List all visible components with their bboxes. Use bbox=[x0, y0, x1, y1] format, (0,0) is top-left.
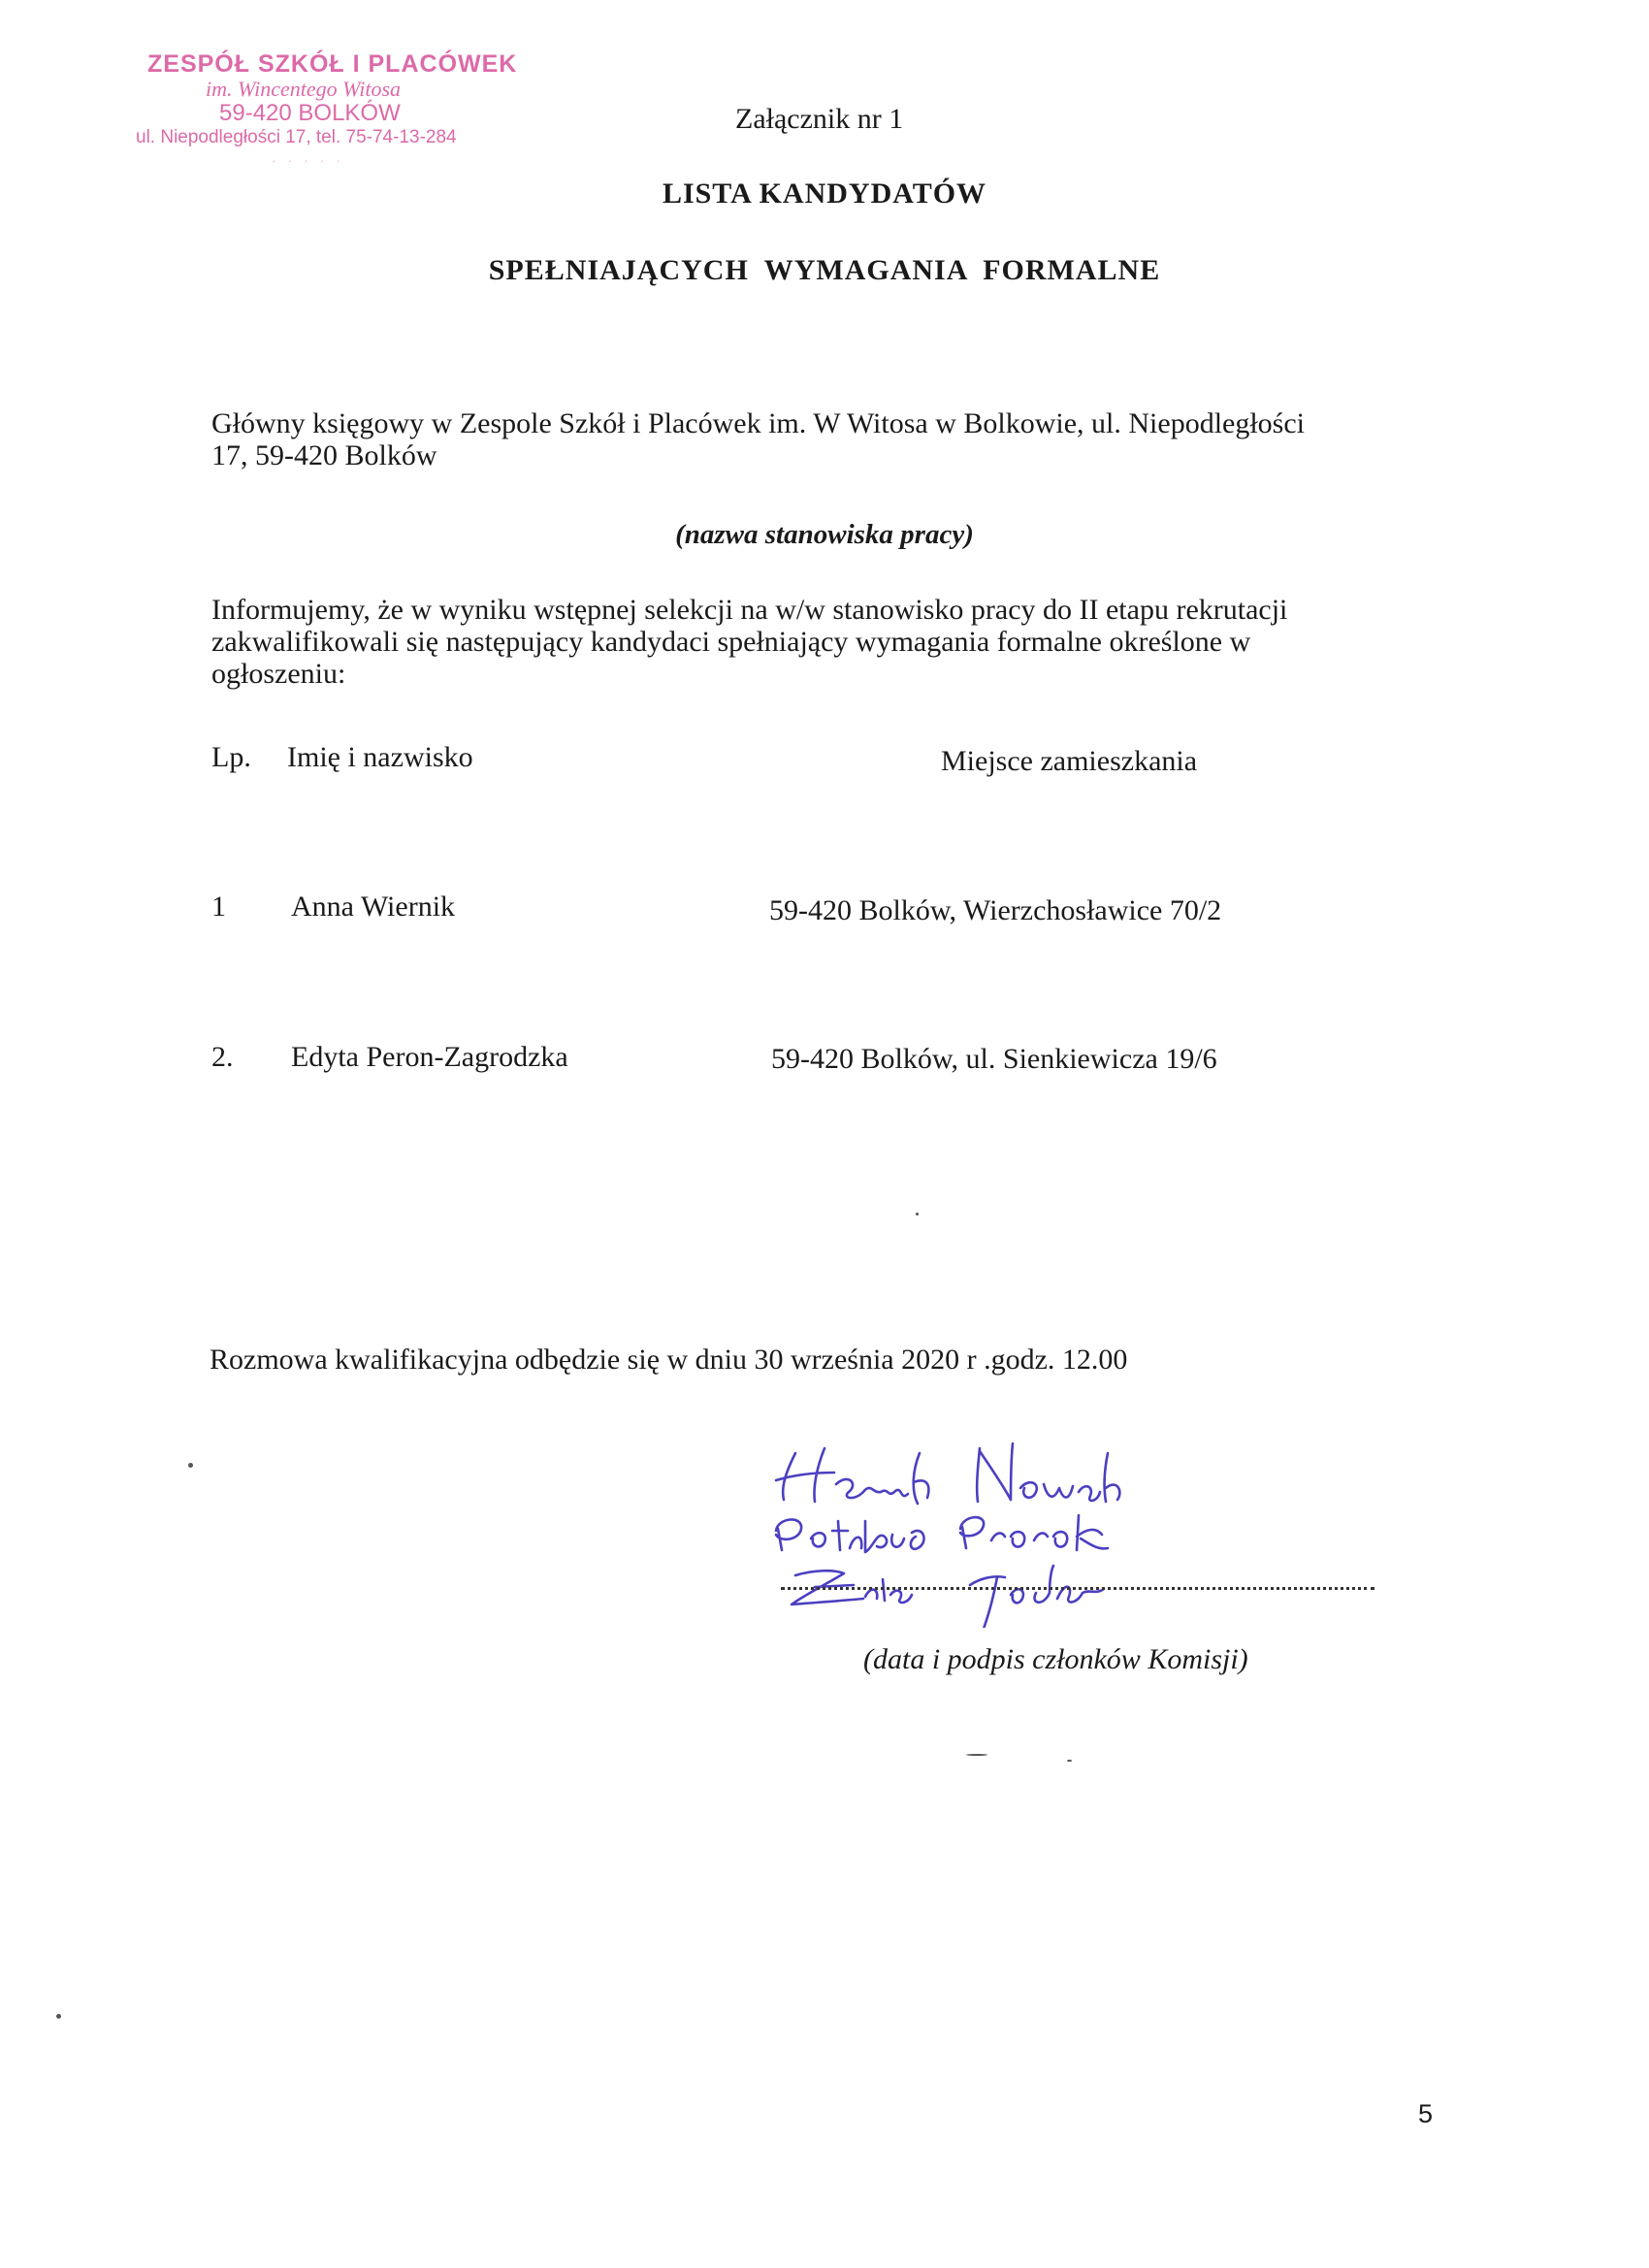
signature-jodla bbox=[970, 1566, 1104, 1628]
row-2-name: Edyta Peron-Zagrodzka bbox=[291, 1041, 568, 1073]
position-description bbox=[211, 407, 1463, 471]
scan-speck bbox=[966, 1754, 987, 1756]
row-1-name: Anna Wiernik bbox=[291, 891, 456, 923]
signature-dotted-line bbox=[781, 1587, 1374, 1590]
intro-line-2: zakwalifikowali się następujący kandydaci spełniający wymagania formalne określone w bbox=[211, 626, 1251, 658]
signature-caption: (data i podpis członków Komisji) bbox=[863, 1643, 1248, 1675]
school-stamp bbox=[136, 47, 518, 192]
stamp-line-3: 59-420 BOLKÓW bbox=[219, 100, 401, 126]
scan-speck bbox=[916, 1213, 919, 1215]
intro-line-1: Informujemy, że w wyniku wstępnej selekcji na w/w stanowisko pracy do II etapu rekrutacji bbox=[211, 594, 1288, 626]
row-1-lp: 1 bbox=[211, 891, 226, 923]
position-line-1: Główny księgowy w Zespole Szkół i Placówek im. W Witosa w Bolkowie, ul. Niepodległości bbox=[211, 407, 1306, 439]
header-lp: Lp. bbox=[211, 741, 251, 773]
row-2-residence: 59-420 Bolków, ul. Sienkiewicza 19/6 bbox=[771, 1043, 1217, 1075]
signature-nowak bbox=[977, 1443, 1119, 1502]
scan-speck bbox=[188, 1463, 193, 1468]
stamp-line-1: ZESPÓŁ SZKÓŁ I PLACÓWEK bbox=[147, 50, 518, 78]
header-name: Imię i nazwisko bbox=[287, 741, 473, 773]
scan-speck bbox=[1067, 1760, 1072, 1762]
signature-henryk bbox=[776, 1448, 928, 1504]
stamp-line-4: ul. Niepodległości 17, tel. 75-74-13-284 bbox=[136, 127, 457, 147]
header-residence: Miejsce zamieszkania bbox=[941, 745, 1198, 777]
row-2-lp: 2. bbox=[211, 1041, 234, 1073]
position-line-2: 17, 59-420 Bolków bbox=[211, 439, 437, 471]
document-subtitle: SPEŁNIAJĄCYCH WYMAGANIA FORMALNE bbox=[488, 254, 1161, 286]
stamp-faded-line: · · · · · bbox=[272, 152, 344, 168]
scan-speck bbox=[56, 2014, 61, 2019]
position-caption: (nazwa stanowiska pracy) bbox=[675, 519, 974, 550]
document-title: LISTA KANDYDATÓW bbox=[662, 178, 987, 210]
intro-paragraph bbox=[211, 594, 1463, 690]
signature-prorok bbox=[960, 1515, 1108, 1550]
page-number: 5 bbox=[1418, 2099, 1434, 2128]
stamp-line-2: im. Wincentego Witosa bbox=[206, 77, 402, 101]
annex-label: Załącznik nr 1 bbox=[735, 103, 904, 135]
interview-info: Rozmowa kwalifikacyjna odbędzie się w dniu 30 września 2020 r .godz. 12.00 bbox=[210, 1344, 1128, 1376]
committee-signatures bbox=[757, 1414, 1193, 1628]
row-1-residence: 59-420 Bolków, Wierzchosławice 70/2 bbox=[769, 894, 1222, 926]
signature-patrycja bbox=[776, 1519, 924, 1552]
intro-line-3: ogłoszeniu: bbox=[211, 658, 346, 690]
